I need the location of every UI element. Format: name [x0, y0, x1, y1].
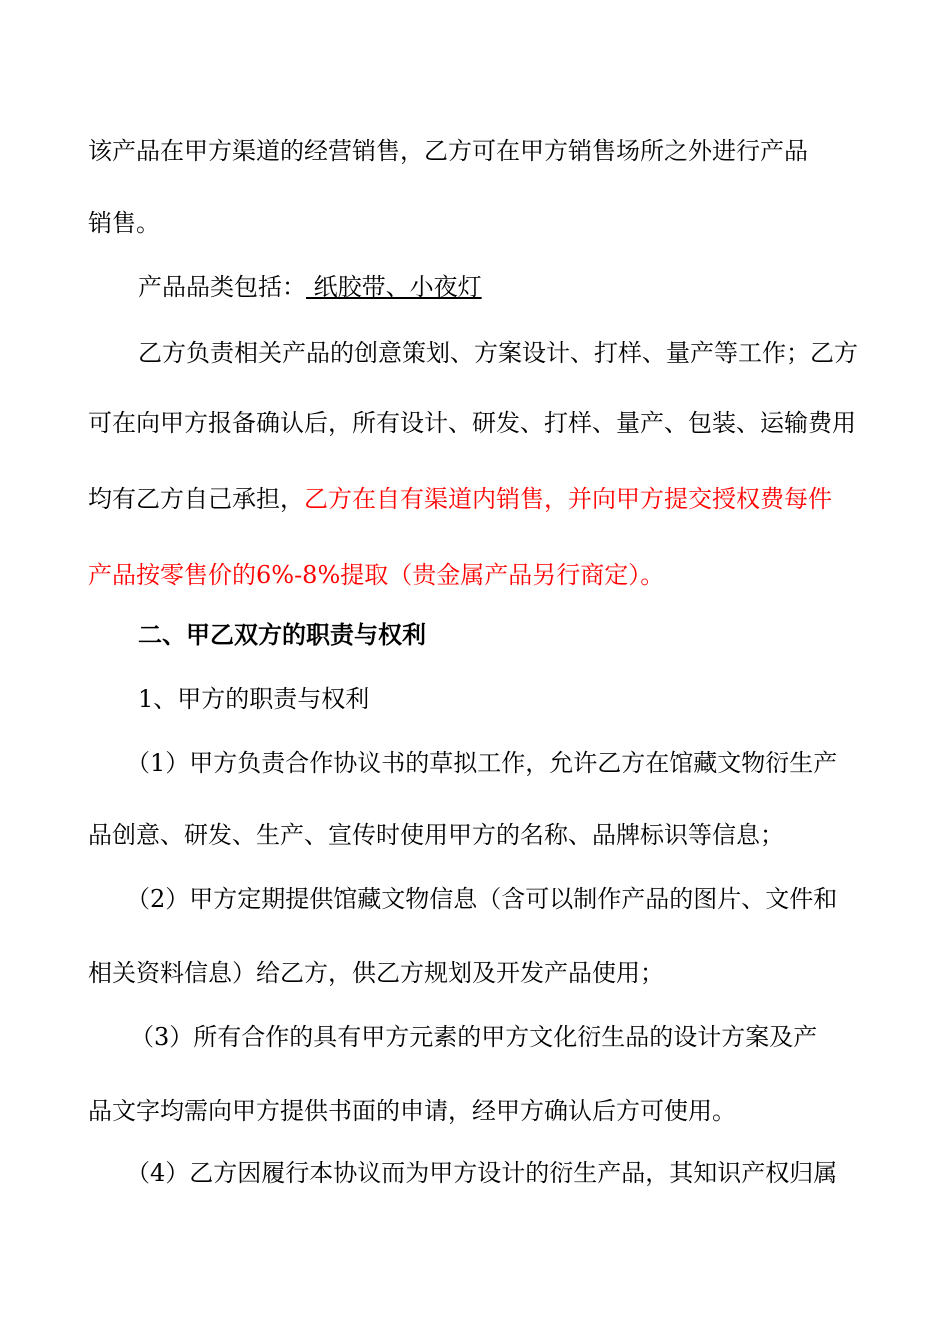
highlighted-clause: 产品按零售价的6%-8%提取（贵金属产品另行商定）。 [88, 561, 665, 589]
category-value: 纸胶带、小夜灯 [306, 273, 482, 301]
product-category-line [138, 272, 482, 302]
paragraph-line: 该产品在甲方渠道的经营销售，乙方可在甲方销售场所之外进行产品 [88, 137, 808, 165]
list-item-line: 品文字均需向甲方提供书面的申请，经甲方确认后方可使用。 [88, 1097, 736, 1125]
category-label: 产品品类包括： [138, 273, 306, 301]
list-item-line: （2）甲方定期提供馆藏文物信息（含可以制作产品的图片、文件和 [126, 885, 838, 913]
subsection-heading: 1、甲方的职责与权利 [138, 685, 370, 713]
paragraph-line [88, 484, 832, 514]
paragraph-text: 均有乙方自己承担， [88, 485, 304, 513]
paragraph-line: 乙方负责相关产品的创意策划、方案设计、打样、量产等工作；乙方 [138, 339, 858, 367]
list-item-line: 品创意、研发、生产、宣传时使用甲方的名称、品牌标识等信息； [88, 821, 784, 849]
list-item-line: （3）所有合作的具有甲方元素的甲方文化衍生品的设计方案及产 [130, 1023, 818, 1051]
highlighted-clause: 乙方在自有渠道内销售，并向甲方提交授权费每件 [304, 485, 832, 513]
section-heading: 二、甲乙双方的职责与权利 [138, 620, 426, 649]
list-item-line: （4）乙方因履行本协议而为甲方设计的衍生产品，其知识产权归属 [126, 1159, 838, 1187]
list-item-line: （1）甲方负责合作协议书的草拟工作，允许乙方在馆藏文物衍生产 [126, 749, 838, 777]
paragraph-line: 可在向甲方报备确认后，所有设计、研发、打样、量产、包装、运输费用 [88, 409, 856, 437]
paragraph-line: 销售。 [88, 209, 160, 237]
list-item-line: 相关资料信息）给乙方，供乙方规划及开发产品使用； [88, 959, 664, 987]
